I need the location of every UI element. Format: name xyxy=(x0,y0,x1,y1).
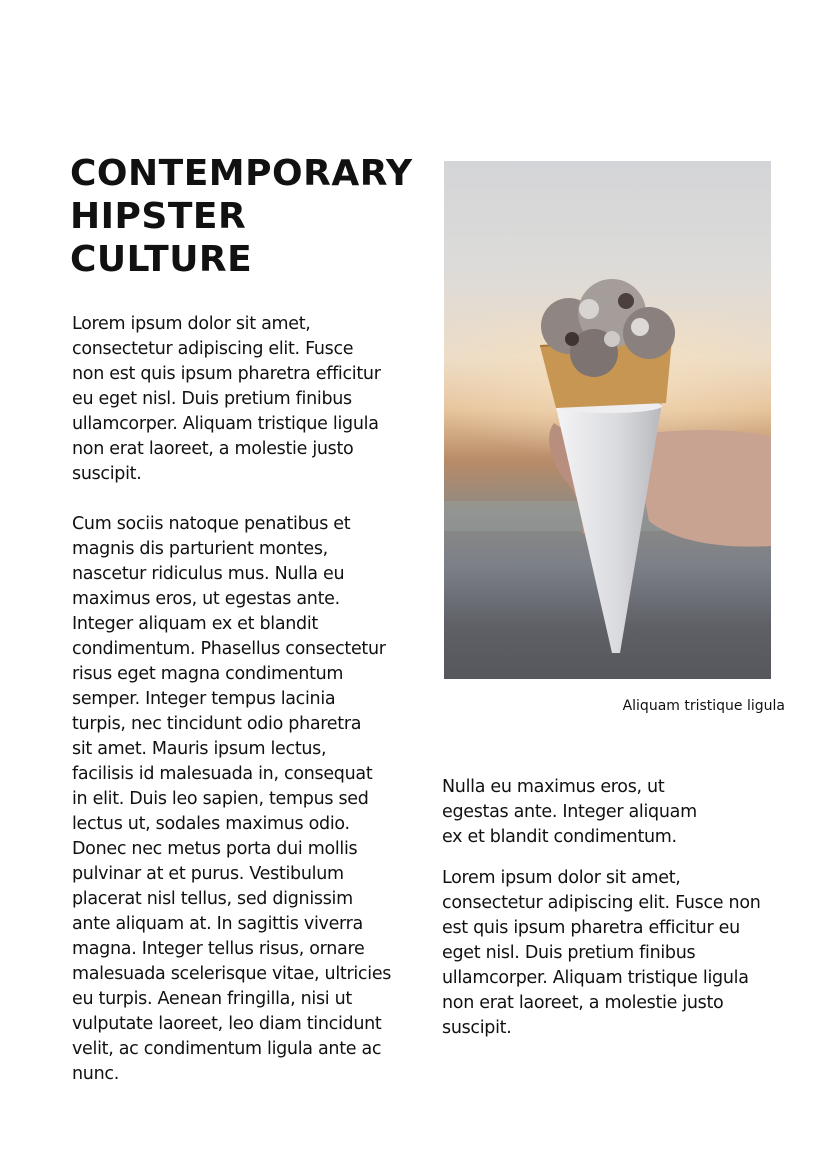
main-paragraph: Cum sociis natoque penatibus et magnis dis parturient montes, nascetur ridiculus mus. Nulla eu maximus eros, ut egestas ante. Integer aliquam ex et blandit condimentum. Phasellus consectetur risus eget magna condimentum semper. Integer tempus lacinia turpis, nec tincidunt odio pharetra sit amet. Mauris ipsum lectus, facilisis id malesuada in, consequat in elit. Duis leo sapien, tempus sed lectus ut, sodales maximus odio. Donec nec metus porta dui mollis pulvinar at et purus. Vestibulum placerat nisl tellus, sed dignissim ante aliquam at. In sagittis viverra magna. Integer tellus risus, ornare malesuada scelerisque vitae, ultricies eu turpis. Aenean fringilla, nisi ut vulputate laoreet, leo diam tincidunt velit, ac condimentum ligula ante ac nunc. xyxy=(72,514,392,1084)
side-paragraph-1: Nulla eu maximus eros, ut egestas ante. Integer aliquam ex et blandit condimentum. xyxy=(442,777,697,847)
ice-cream-illustration xyxy=(444,161,771,679)
side-paragraph-2: Lorem ipsum dolor sit amet, consectetur adipiscing elit. Fusce non est quis ipsum pharetra efficitur eu eget nisl. Duis pretium finibus ullamcorper. Aliquam tristique ligula non erat laoreet, a molestie justo suscipit. xyxy=(442,868,761,1038)
title-line-2: HIPSTER xyxy=(70,196,247,237)
image-caption: Aliquam tristique ligula xyxy=(622,698,785,714)
title-line-1: CONTEMPORARY xyxy=(70,153,413,194)
page-title xyxy=(70,152,413,281)
intro-paragraph: Lorem ipsum dolor sit amet, consectetur adipiscing elit. Fusce non est quis ipsum pharetra efficitur eu eget nisl. Duis pretium finibus ullamcorper. Aliquam tristique ligula non erat laoreet, a molestie justo suscipit. xyxy=(72,314,381,484)
ice-cream-cone-photo xyxy=(444,161,771,679)
title-line-3: CULTURE xyxy=(70,239,253,280)
